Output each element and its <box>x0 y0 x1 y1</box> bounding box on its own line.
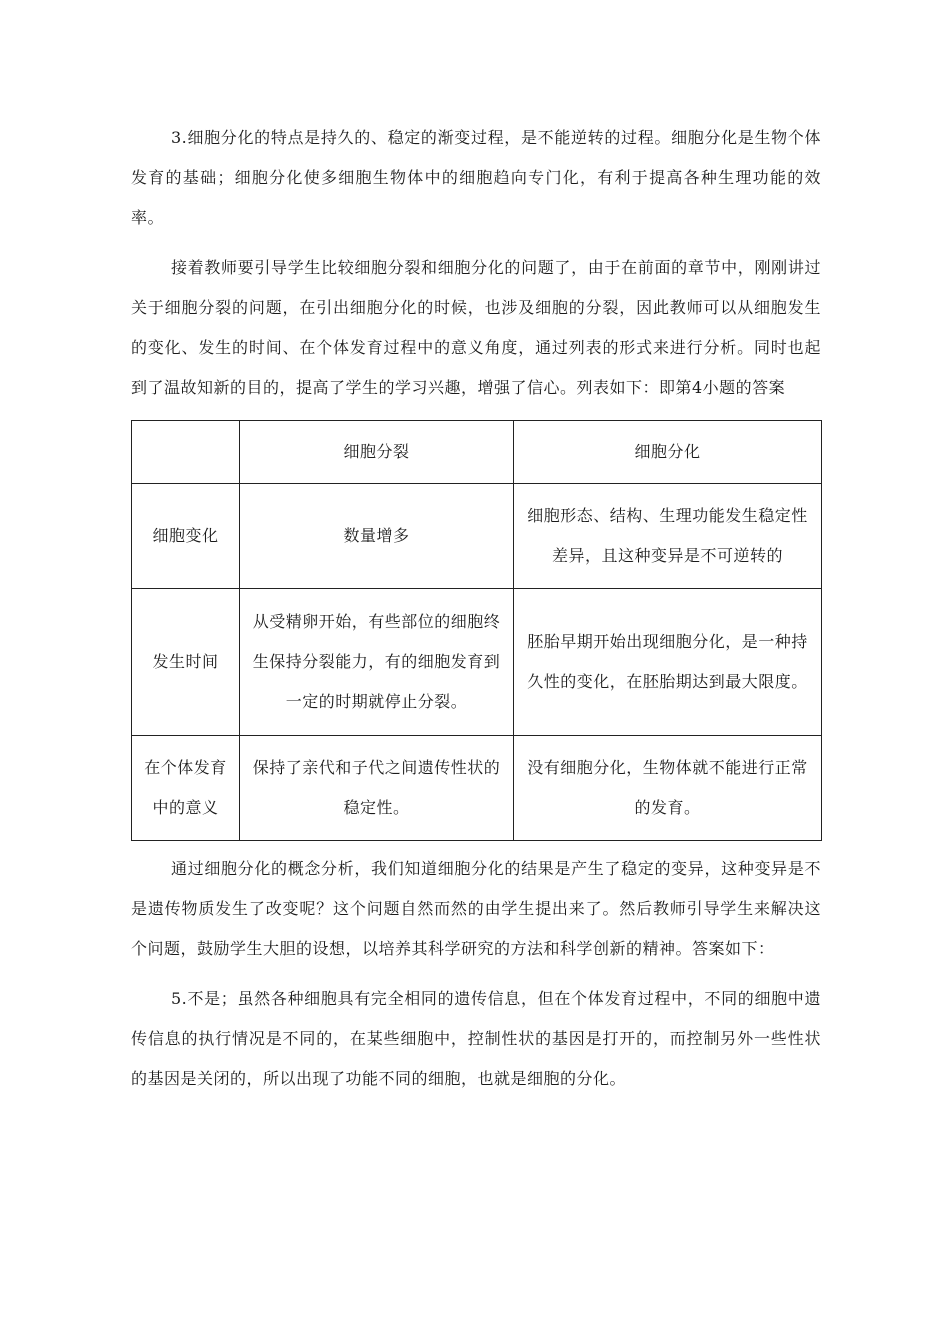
paragraph-point-3: 3.细胞分化的特点是持久的、稳定的渐变过程，是不能逆转的过程。细胞分化是生物个体发育的基础；细胞分化使多细胞生物体中的细胞趋向专门化，有利于提高各种生理功能的效率。 <box>131 128 821 227</box>
cell-differentiation-change: 细胞形态、结构、生理功能发生稳定性差异，且这种变异是不可逆转的 <box>514 484 822 589</box>
document-page <box>131 118 821 1099</box>
table-header-division: 细胞分裂 <box>240 421 514 484</box>
cell-differentiation-time: 胚胎早期开始出现细胞分化，是一种持久性的变化，在胚胎期达到最大限度。 <box>514 589 822 736</box>
paragraph-intro-comparison: 接着教师要引导学生比较细胞分裂和细胞分化的问题了，由于在前面的章节中，刚刚讲过关于细胞分裂的问题，在引出细胞分化的时候，也涉及细胞的分裂，因此教师可以从细胞发生的变化、发生的时间、在个体发育过程中的意义角度，通过列表的形式来进行分析。同时也起到了温故知新的目的，提高了学生的学习兴趣，增强了信心。列表如下：即第4小题的答案 <box>131 258 821 397</box>
table-header-differentiation: 细胞分化 <box>514 421 822 484</box>
cell-division-change: 数量增多 <box>240 484 514 589</box>
table-row <box>132 589 822 736</box>
table-header-blank <box>132 421 240 484</box>
row-label-meaning: 在个体发育中的意义 <box>132 736 240 841</box>
comparison-table <box>131 420 822 841</box>
table-header-row <box>132 421 822 484</box>
cell-division-time: 从受精卵开始，有些部位的细胞终生保持分裂能力，有的细胞发育到一定的时期就停止分裂。 <box>240 589 514 736</box>
paragraph-point-5: 5.不是；虽然各种细胞具有完全相同的遗传信息，但在个体发育过程中，不同的细胞中遗传信息的执行情况是不同的，在某些细胞中，控制性状的基因是打开的，而控制另外一些性状的基因是关闭的，所以出现了功能不同的细胞，也就是细胞的分化。 <box>131 989 821 1088</box>
row-label-time: 发生时间 <box>132 589 240 736</box>
cell-division-meaning: 保持了亲代和子代之间遗传性状的稳定性。 <box>240 736 514 841</box>
row-label-cell-change: 细胞变化 <box>132 484 240 589</box>
table-row <box>132 484 822 589</box>
table-row <box>132 736 822 841</box>
cell-differentiation-meaning: 没有细胞分化，生物体就不能进行正常的发育。 <box>514 736 822 841</box>
paragraph-analysis: 通过细胞分化的概念分析，我们知道细胞分化的结果是产生了稳定的变异，这种变异是不是遗传物质发生了改变呢？这个问题自然而然的由学生提出来了。然后教师引导学生来解决这个问题，鼓励学生大胆的设想，以培养其科学研究的方法和科学创新的精神。答案如下： <box>131 859 821 958</box>
